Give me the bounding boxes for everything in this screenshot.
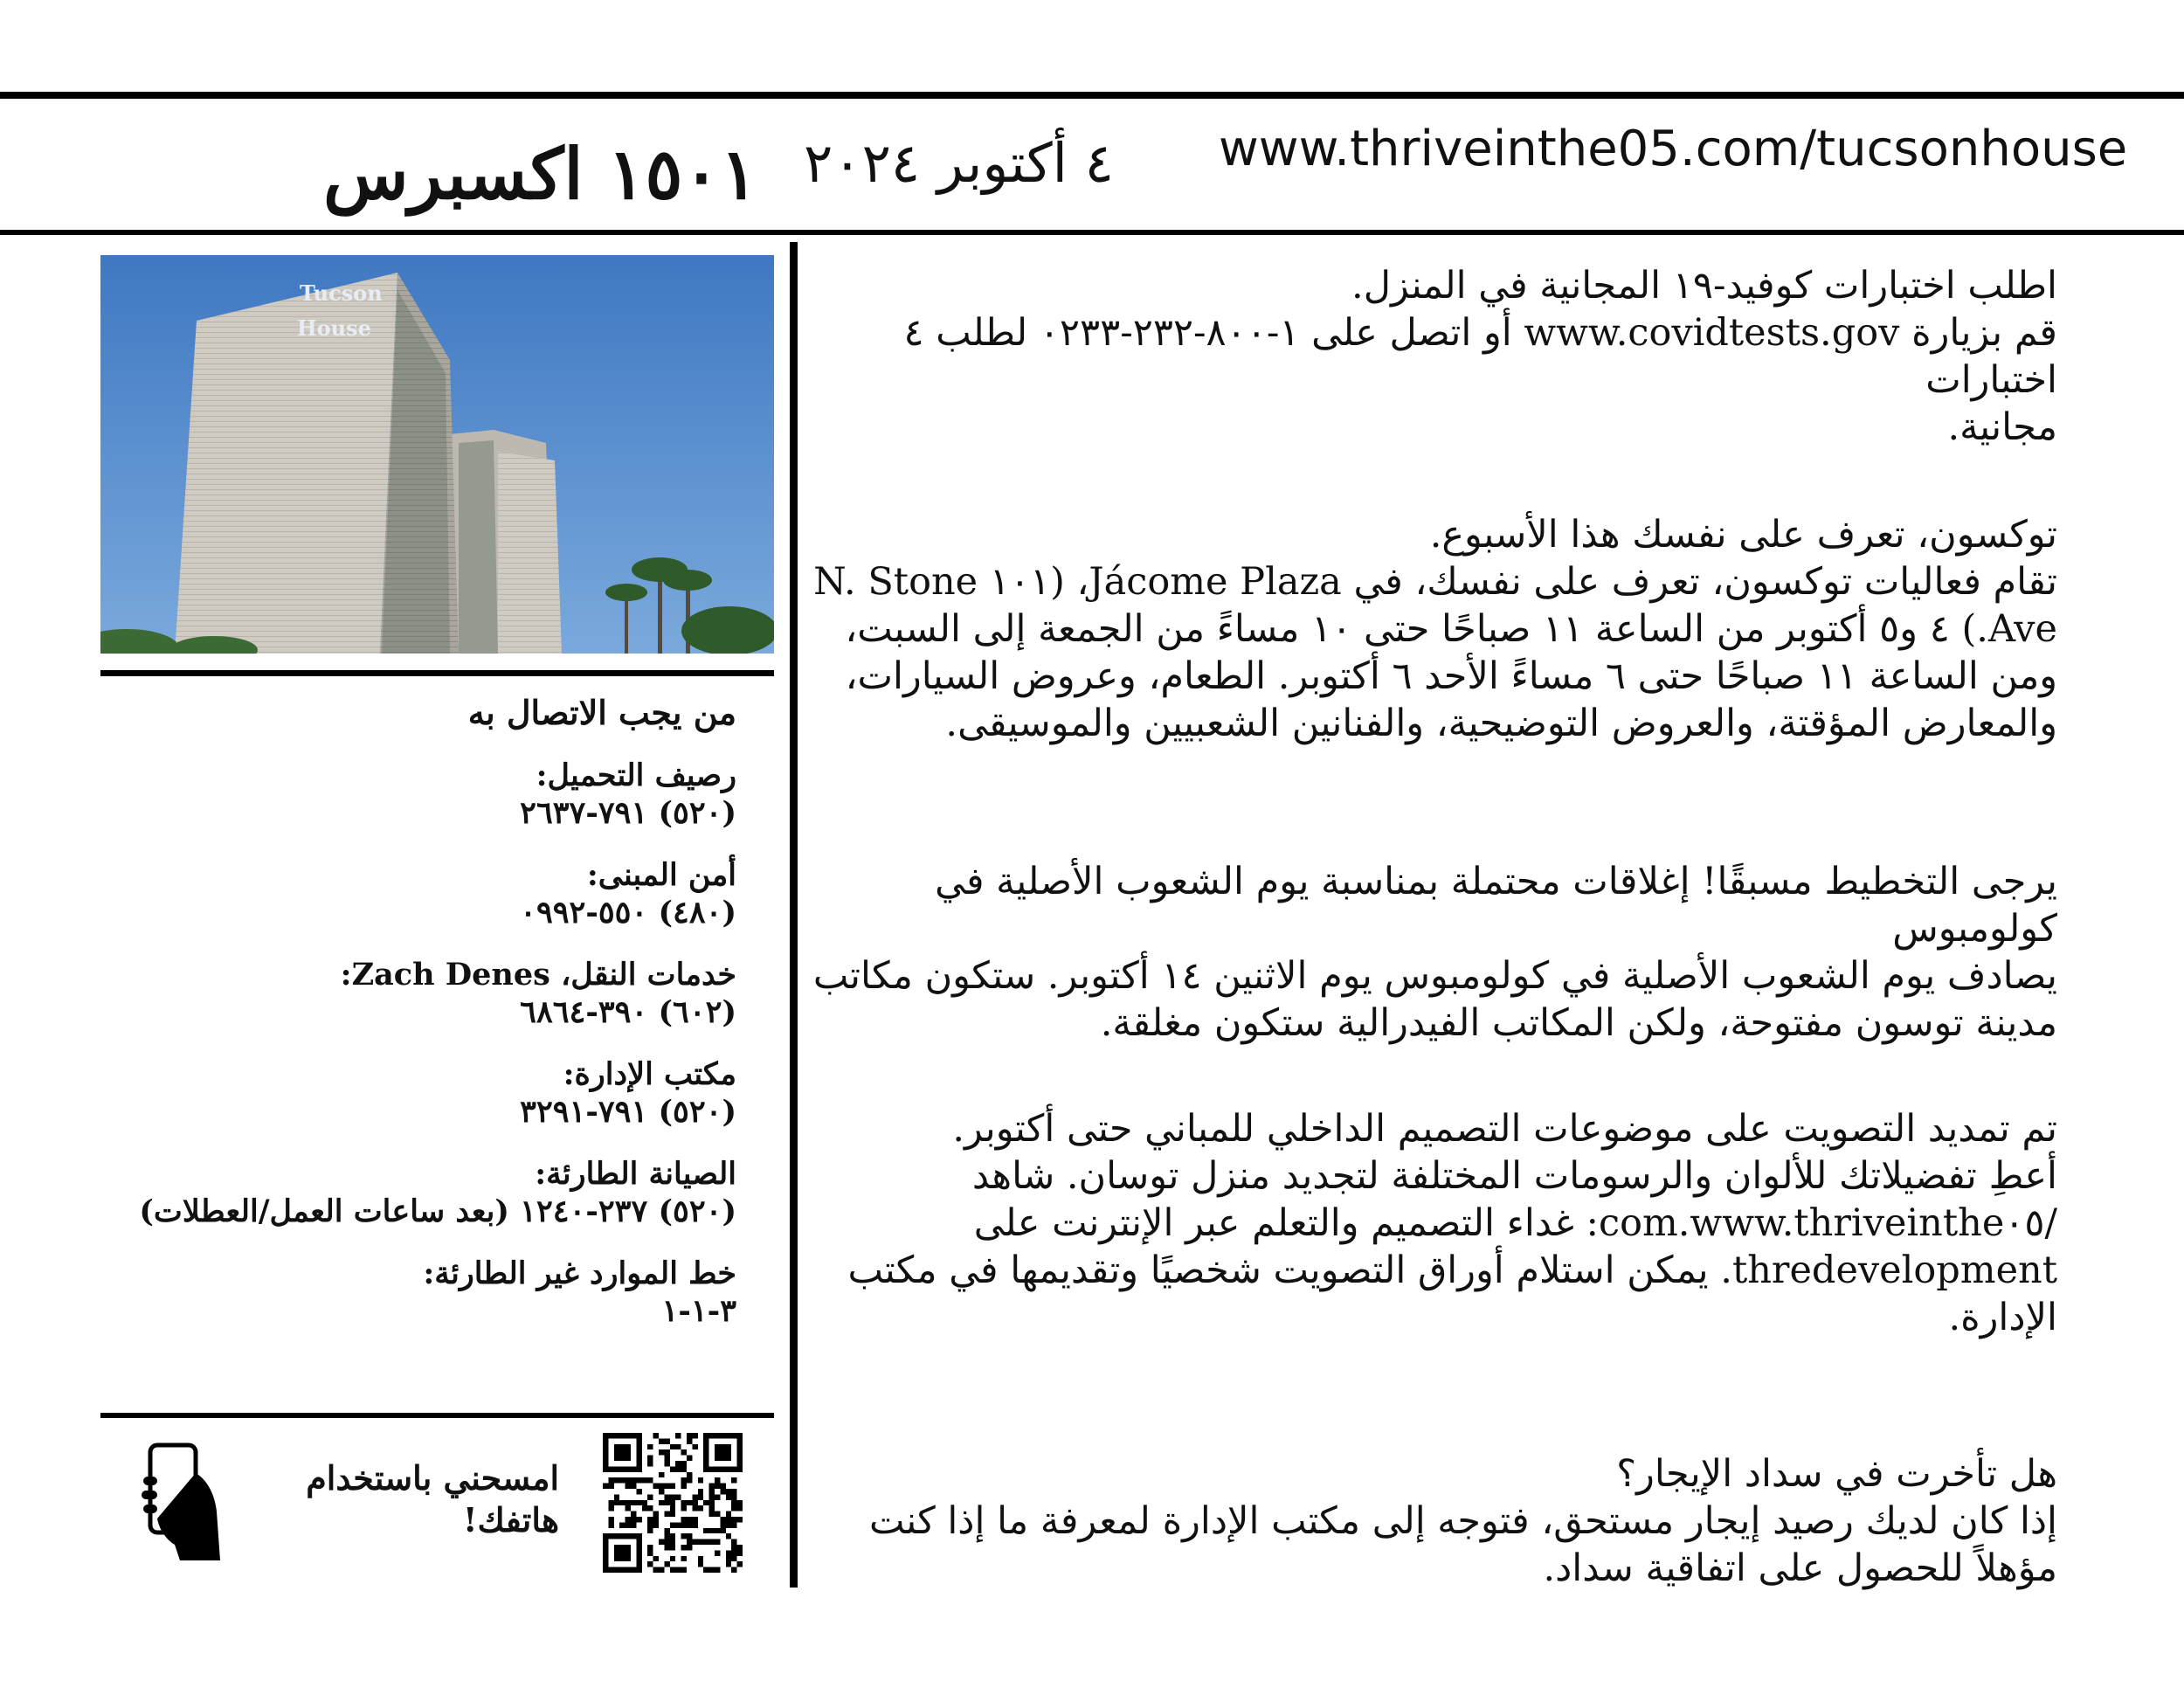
sign-tucson: Tucson (300, 280, 383, 306)
contact-label: خط الموارد غير الطارئة: (423, 1256, 736, 1291)
scan-line: امسحني باستخدام (306, 1458, 559, 1498)
page-title: ١٥٠١ اكسبرس (323, 133, 758, 215)
contact-phone[interactable]: (٥٢٠) ٧٩١-٣٢٩١ (520, 1094, 736, 1130)
design-heading: تم تمديد التصويت على موضوعات التصميم الداخلي للمباني حتى أكتوبر. (952, 1107, 2057, 1151)
sign-house: House (297, 315, 371, 341)
closures-notice (808, 858, 2057, 1047)
qr-code[interactable] (603, 1433, 743, 1573)
contact-label: الصيانة الطارئة: (535, 1156, 736, 1192)
contact-moving-services (100, 956, 736, 1031)
design-line: /www.thriveinthe٠٥.com: غداء التصميم والتعلم عبر الإنترنت على (973, 1201, 2057, 1245)
contact-non-emergency-line (100, 1255, 736, 1330)
scan-prompt (297, 1457, 559, 1541)
contacts-section (100, 693, 736, 1354)
contact-phone[interactable]: (٤٨٠) ٥٥٠-٠٩٩٢ (520, 895, 736, 930)
contact-label: مكتب الإدارة: (563, 1056, 736, 1092)
scan-line: هاتفك! (462, 1500, 559, 1539)
contact-label: رصيف التحميل: (536, 758, 736, 793)
contacts-heading: من يجب الاتصال به (467, 693, 736, 732)
festival-line: ومن الساعة ١١ صباحًا حتى ٦ مساءً الأحد ٦ أكتوبر. الطعام، وعروض السيارات، (845, 654, 2057, 698)
tucson-house-photo (100, 255, 774, 654)
late-rent-notice (808, 1450, 2057, 1592)
covid-tests-notice (808, 262, 2057, 451)
festival-line: Ave.) ٤ و٥ أكتوبر من الساعة ١١ صباحًا حتى ١٠ مساءً من الجمعة إلى السبت، (845, 607, 2057, 651)
design-line: الإدارة. (1948, 1296, 2057, 1339)
contact-emergency-maintenance (100, 1155, 736, 1230)
contacts-bottom-rule (100, 1413, 774, 1418)
column-divider (790, 242, 798, 1588)
hand-phone-icon (140, 1442, 227, 1564)
design-vote-notice (808, 1105, 2057, 1341)
contact-building-security (100, 856, 736, 931)
contact-phone[interactable]: (٥٢٠) ٧٩١-٢٦٣٧ (520, 795, 736, 831)
festival-line: والمعارض المؤقتة، والعروض التوضيحية، والفنانين الشعبيين والموسيقى. (945, 702, 2057, 745)
covid-heading: اطلب اختبارات كوفيد-١٩ المجانية في المنزل. (1351, 264, 2057, 308)
covid-line: قم بزيارة www.covidtests.gov أو اتصل على ١-٨٠٠-٢٣٢-٠٢٣٣ لطلب ٤ اختبارات (903, 311, 2057, 402)
contact-management-office (100, 1055, 736, 1131)
design-line: thredevelopment. يمكن استلام أوراق التصويت شخصيًا وتقديمها في مكتب (847, 1249, 2057, 1292)
rent-heading: هل تأخرت في سداد الإيجار؟ (1616, 1452, 2057, 1496)
photo-bottom-rule (100, 670, 774, 676)
contact-label: خدمات النقل، Zach Denes: (340, 957, 736, 993)
far-wing-balconies (459, 440, 498, 654)
covid-line: مجانية. (1947, 405, 2057, 449)
top-rule (0, 92, 2184, 99)
header-bottom-rule (0, 230, 2184, 235)
festival-heading: توكسون، تعرف على نفسك هذا الأسبوع. (1429, 513, 2057, 557)
contact-phone[interactable]: (٦٠٢) ٣٩٠-٦٨٦٤ (520, 994, 736, 1030)
festival-line: تقام فعاليات توكسون، تعرف على نفسك، في Jácome Plaza، (١٠١ N. Stone (813, 560, 2057, 604)
closures-line: يصادف يوم الشعوب الأصلية في كولومبوس يوم الاثنين ١٤ أكتوبر. ستكون مكاتب (812, 954, 2057, 998)
rent-line: مؤهلاً للحصول على اتفاقية سداد. (1543, 1546, 2057, 1590)
design-line: أعطِ تفضيلاتك للألوان والرسومات المختلفة لتجديد منزل توسان. شاهد (971, 1154, 2057, 1198)
tucson-meet-yourself-notice (808, 511, 2057, 747)
closures-line: مدينة توسون مفتوحة، ولكن المكاتب الفيدرالية ستكون مغلقة. (1100, 1001, 2057, 1045)
website-url[interactable]: www.thriveinthe05.com/tucsonhouse (1219, 121, 2128, 177)
contact-phone[interactable]: ٣-١-١ (661, 1293, 736, 1329)
news-column (808, 262, 2057, 1608)
contact-phone[interactable]: (٥٢٠) ٢٣٧-١٢٤٠ (بعد ساعات العمل/العطلات) (139, 1193, 736, 1229)
contact-loading-dock (100, 757, 736, 832)
contact-label: أمن المبنى: (586, 857, 736, 893)
rent-line: إذا كان لديك رصيد إيجار مستحق، فتوجه إلى مكتب الإدارة لمعرفة ما إذا كنت (869, 1499, 2057, 1543)
far-wing-facade (498, 452, 562, 654)
closures-line: يرجى التخطيط مسبقًا! إغلاقات محتملة بمناسبة يوم الشعوب الأصلية في كولومبوس (935, 860, 2057, 951)
issue-date: ٤ أكتوبر ٢٠٢٤ (804, 131, 1114, 195)
